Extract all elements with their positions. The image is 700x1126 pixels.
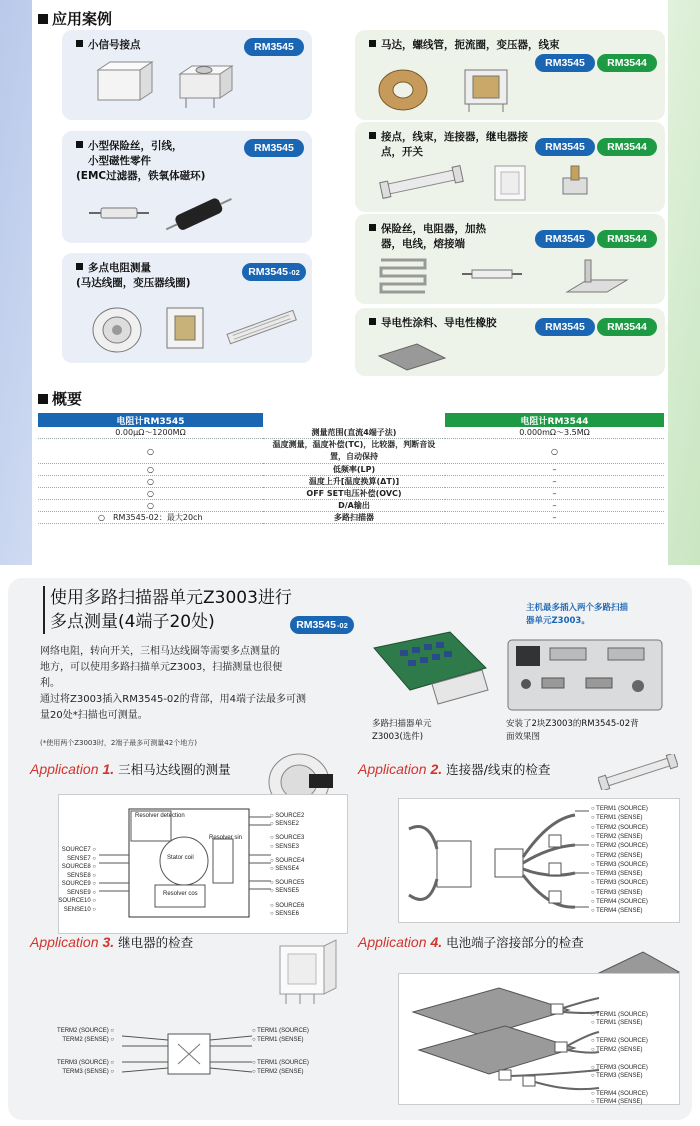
pin-label: TERM2 (SOURCE) ○ — [57, 1028, 114, 1034]
table-cell: – — [445, 512, 664, 524]
card-label — [76, 38, 141, 53]
table-cell: – — [445, 464, 664, 476]
caption-line: 面效果图 — [506, 732, 541, 742]
pin-label: ○ SENSE6 — [270, 910, 299, 917]
table-cell: 多路扫描器 — [263, 512, 445, 524]
desc-line: 量20处*扫描也可测量。 — [40, 710, 148, 721]
table-row — [38, 464, 664, 476]
table-cell: 0.000mΩ～3.5MΩ — [445, 427, 664, 439]
overview-heading — [38, 388, 82, 409]
badge-sub: -02 — [336, 620, 348, 630]
card-label-line1: 多点电阻测量 — [88, 262, 151, 274]
application-1-title — [30, 760, 231, 778]
pin-label: SOURCE8 ○ — [61, 864, 96, 870]
pin-label: ○ TERM2 (SOURCE) — [591, 1038, 648, 1045]
table-row — [38, 512, 664, 524]
pin-label: ○ TERM1 (SOURCE) — [252, 1060, 309, 1066]
pin-label: ○ TERM1 (SOURCE) — [591, 806, 648, 812]
pin-label: ○ TERM1 (SENSE) — [591, 815, 643, 822]
card-label-line2: (马达线圈，变压器线圈) — [76, 277, 191, 289]
pin-label: ○ TERM3 (SENSE) — [591, 1073, 643, 1079]
table-cell: – — [445, 500, 664, 512]
card-label — [76, 261, 191, 291]
note-line: 主机最多插入两个多路扫描 — [526, 603, 629, 613]
motor-transformer-cable-image — [87, 298, 302, 358]
heater-fuse-terminal-image — [377, 250, 647, 300]
pin-label: ○ TERM2 (SENSE) — [591, 852, 643, 859]
caption-line: 安装了2块Z3003的RM3545-02背 — [506, 719, 639, 729]
pin-label: SENSE9 ○ — [67, 889, 96, 896]
bullet-icon — [369, 132, 376, 139]
card-label-line1: 接点，线束，连接器，继电器接 — [381, 131, 528, 143]
app-num: 4. — [430, 934, 443, 950]
relay-image — [270, 938, 350, 1008]
desc-line: 利。 — [40, 678, 60, 689]
desc-line: 网络电阻，转向开关，三相马达线圈等需要多点测量的 — [40, 646, 280, 657]
table-cell: OFF SET电压补偿(OVC) — [263, 488, 445, 500]
pin-label: ○ TERM3 (SOURCE) — [591, 880, 648, 887]
table-cell: ○ RM3545-02：最大20ch — [38, 512, 263, 524]
relay-switch-image — [92, 60, 272, 115]
label-stator: Stator coil — [167, 855, 194, 861]
pin-label: ○ SOURCE6 — [270, 902, 305, 909]
caption-line: 多路扫描器单元 — [372, 719, 432, 729]
multiplexer-section — [8, 578, 692, 1120]
badge-rm3544: RM3544 — [597, 138, 657, 156]
card-label — [369, 222, 486, 252]
pin-label: ○ TERM3 (SOURCE) — [591, 1064, 648, 1071]
pin-label: ○ TERM2 (SENSE) — [591, 1046, 643, 1053]
pin-label: ○ TERM3 (SOURCE) — [591, 861, 648, 868]
app-prefix: Application — [30, 934, 99, 950]
pin-label: SOURCE9 ○ — [61, 881, 96, 887]
table-row — [38, 488, 664, 500]
badge-rm3545-02 — [290, 616, 354, 634]
pin-label: ○ TERM1 (SOURCE) — [591, 1012, 648, 1018]
app-title-text: 三相马达线圈的测量 — [118, 762, 231, 777]
badge-sub: -02 — [288, 267, 300, 277]
card-small-signal-contact — [62, 30, 312, 120]
app-prefix: Application — [358, 934, 427, 950]
app-num: 1. — [102, 761, 115, 777]
card-label — [369, 130, 528, 160]
pin-label: ○ SOURCE3 — [270, 835, 305, 842]
badge-rm3544: RM3544 — [597, 318, 657, 336]
bullet-icon — [369, 40, 376, 47]
card-label-line2: 小型磁性零件 — [88, 155, 151, 167]
card-label-text: 导电性涂料、导电性橡胶 — [381, 317, 497, 329]
pin-label: ○ SENSE4 — [270, 866, 299, 872]
pin-label: ○ TERM3 (SENSE) — [591, 889, 643, 896]
bullet-icon — [76, 263, 83, 270]
bullet-icon — [369, 224, 376, 231]
card-label — [369, 38, 560, 53]
multiplexer-title — [43, 586, 292, 634]
pin-label: ○ TERM1 (SOURCE) — [252, 1028, 309, 1034]
label-resolver-detection: Resolver detection — [135, 813, 185, 819]
table-cell: – — [445, 488, 664, 500]
table-cell: ○ — [38, 476, 263, 488]
overview-heading-text: 概要 — [52, 390, 83, 408]
pin-label: ○ TERM2 (SOURCE) — [591, 843, 648, 850]
heading-square-icon — [38, 14, 48, 24]
multiplexer-description — [40, 644, 370, 724]
pin-label: ○ TERM4 (SOURCE) — [591, 899, 648, 905]
table-row — [38, 476, 664, 488]
card-motor-solenoid — [355, 30, 665, 120]
overview-table-header — [38, 413, 664, 427]
pin-label: ○ TERM2 (SOURCE) — [591, 824, 648, 831]
card-multipoint-resistance — [62, 253, 312, 363]
table-cell: ○ — [38, 464, 263, 476]
footnote: (*使用两个Z3003时，2端子最多可测量42个地方) — [40, 739, 197, 747]
motor-coil-schematic — [59, 795, 349, 935]
scanner-unit-image — [370, 628, 490, 708]
card-small-fuse-lead — [62, 131, 312, 243]
bullet-icon — [369, 318, 376, 325]
note-line: 器单元Z3003。 — [526, 616, 590, 626]
title-line1: 使用多路扫描器单元Z3003进行 — [50, 588, 292, 608]
card-label-line3: (EMC过滤器，铁氧体磁环) — [76, 170, 206, 182]
card-label-line2: 点，开关 — [381, 146, 423, 158]
desc-line: 地方，可以使用多路扫描单元Z3003，扫描测量也很便 — [40, 662, 283, 673]
pin-label: SENSE8 ○ — [67, 872, 96, 879]
card-label-line2: 器，电线，熔接端 — [381, 238, 465, 250]
label-resolver-cos: Resolver cos — [163, 891, 198, 897]
pin-label: ○ TERM4 (SOURCE) — [591, 1091, 648, 1098]
pin-label: SENSE10 ○ — [63, 906, 96, 913]
applications-heading — [38, 8, 112, 29]
conductive-rubber-image — [377, 334, 457, 374]
app-num: 2. — [430, 761, 443, 777]
table-cell: ○ — [38, 488, 263, 500]
table-cell: 温度上升[温度换算(ΔT)] — [263, 476, 445, 488]
badge-rm3545: RM3545 — [244, 38, 304, 56]
desc-line: 通过将Z3003插入RM3545-02的背部，用4端子法最多可测 — [40, 694, 307, 705]
pin-label: SENSE7 ○ — [67, 855, 96, 862]
device-back-caption — [506, 718, 639, 744]
card-contact-harness — [355, 122, 665, 212]
card-label-line1: 小型保险丝，引线， — [88, 140, 183, 152]
card-label-line1: 保险丝，电阻器，加热 — [381, 223, 486, 235]
heading-square-icon — [38, 394, 48, 404]
app-prefix: Application — [30, 761, 99, 777]
card-label-text: 小信号接点 — [88, 39, 141, 51]
table-cell: 温度测量，温度补偿(TC)，比较器，判断音设置，自动保持 — [263, 439, 445, 464]
table-cell: D/A输出 — [263, 500, 445, 512]
card-fuse-resistor — [355, 214, 665, 304]
card-label — [76, 139, 205, 184]
app-title-text: 连接器/线束的检查 — [446, 762, 551, 777]
badge-text: RM3545 — [296, 619, 336, 631]
badge-rm3544: RM3544 — [597, 54, 657, 72]
table-cell: 低频率(LP) — [263, 464, 445, 476]
badge-rm3545: RM3545 — [535, 54, 595, 72]
pin-label: TERM3 (SENSE) ○ — [62, 1069, 114, 1075]
label-resolver-sin: Resolver sin — [209, 835, 243, 841]
application-3-title — [30, 933, 193, 951]
badge-rm3545: RM3545 — [535, 230, 595, 248]
diagram-motor-coil — [58, 794, 348, 934]
table-cell: 测量范围(直流4端子法) — [263, 427, 445, 439]
badge-text: RM3545 — [248, 266, 288, 278]
table-cell: ○ — [38, 439, 263, 464]
badge-rm3545: RM3545 — [535, 138, 595, 156]
app-num: 3. — [102, 934, 115, 950]
app-title-text: 电池端子溶接部分的检查 — [446, 935, 584, 950]
badge-rm3545-02 — [242, 263, 306, 281]
table-cell: ○ — [445, 439, 664, 464]
fuse-inductor-image — [87, 193, 287, 238]
pin-label: ○ SENSE5 — [270, 888, 299, 895]
connector-relay-switch-image — [377, 160, 627, 210]
pin-label: ○ TERM1 (SENSE) — [591, 1020, 643, 1027]
bullet-icon — [76, 141, 83, 148]
scanner-caption — [372, 718, 432, 744]
card-conductive-paint — [355, 308, 665, 376]
pin-label: ○ TERM4 (SENSE) — [591, 1099, 643, 1106]
insert-note — [526, 602, 628, 628]
pin-label: ○ SENSE2 — [270, 821, 299, 828]
pin-label: ○ SOURCE5 — [270, 880, 305, 887]
badge-rm3544: RM3544 — [597, 230, 657, 248]
header-rm3545: 电阻计RM3545 — [38, 413, 263, 427]
header-rm3544: 电阻计RM3544 — [445, 413, 664, 427]
pin-label: ○ TERM2 (SENSE) — [591, 833, 643, 840]
pin-label: ○ TERM4 (SENSE) — [591, 908, 643, 915]
badge-rm3545: RM3545 — [535, 318, 595, 336]
table-row — [38, 500, 664, 512]
app-prefix: Application — [358, 761, 427, 777]
applications-heading-text: 应用案例 — [52, 10, 113, 28]
toroid-transformer-image — [375, 60, 535, 118]
application-4-title — [358, 933, 584, 951]
application-2-title — [358, 760, 550, 778]
table-cell: ○ — [38, 500, 263, 512]
app-title-text: 继电器的检查 — [118, 935, 194, 950]
pin-label: ○ SENSE3 — [270, 843, 299, 850]
pin-label: ○ SOURCE4 — [270, 857, 305, 864]
table-row — [38, 427, 664, 439]
title-line2: 多点测量(4端子20处) — [50, 612, 215, 632]
table-row — [38, 439, 664, 464]
header-feature — [263, 413, 445, 427]
harness-image — [598, 754, 678, 790]
card-label — [369, 316, 497, 331]
card-label-text: 马达，螺线管，扼流圈，变压器，线束 — [381, 39, 560, 51]
bullet-icon — [76, 40, 83, 47]
device-back-image — [506, 636, 666, 714]
table-cell: – — [445, 476, 664, 488]
pin-label: ○ TERM2 (SENSE) — [252, 1069, 304, 1075]
pin-label: ○ TERM3 (SENSE) — [591, 871, 643, 878]
badge-rm3545: RM3545 — [244, 139, 304, 157]
pin-label: TERM3 (SOURCE) ○ — [57, 1060, 114, 1066]
pin-label: SOURCE10 ○ — [58, 898, 96, 904]
pin-label: SOURCE7 ○ — [61, 847, 96, 853]
overview-table — [38, 413, 664, 524]
pin-label: ○ TERM1 (SENSE) — [252, 1037, 304, 1043]
table-cell: 0.00μΩ～1200MΩ — [38, 427, 263, 439]
pin-label: TERM2 (SENSE) ○ — [62, 1037, 114, 1043]
pin-label: ○ SOURCE2 — [270, 813, 305, 819]
caption-line: Z3003(选件) — [372, 732, 424, 742]
